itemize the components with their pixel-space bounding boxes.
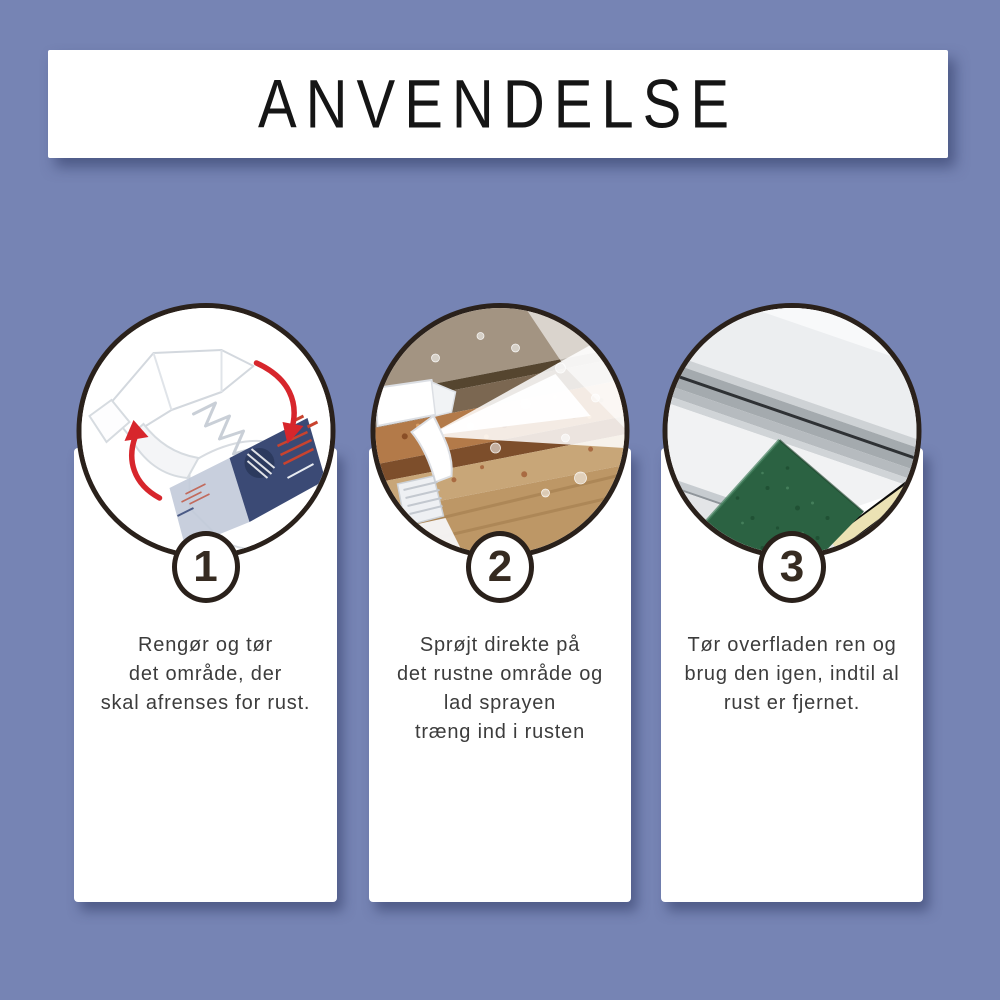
page-title: ANVENDELSE	[257, 65, 739, 143]
step-1-line-3: skal afrenses for rust.	[100, 692, 311, 714]
step-1-description	[65, 631, 346, 718]
step-1-number: 1	[193, 542, 218, 591]
step-1-panel	[74, 303, 337, 902]
spray-on-rust-illustration	[376, 308, 625, 554]
step-2-photo	[371, 303, 630, 559]
step-3-photo	[663, 303, 922, 559]
step-2-panel	[369, 303, 631, 902]
step-1-photo	[76, 303, 335, 559]
step-1-number-badge	[172, 531, 240, 603]
step-2-number-badge	[466, 531, 534, 603]
step-2-line-1: Sprøjt direkte på	[419, 634, 581, 656]
step-3-line-2: brug den igen, indtil al	[684, 663, 900, 685]
step-3-panel	[661, 303, 923, 902]
step-1-line-1: Rengør og tør	[138, 634, 273, 656]
step-3-number-badge	[758, 531, 826, 603]
step-2-line-3: lad sprayen	[443, 692, 557, 714]
step-3-line-3: rust er fjernet.	[723, 692, 861, 714]
step-3-description	[652, 631, 932, 718]
step-1-line-2: det område, der	[128, 663, 283, 685]
step-2-number: 2	[487, 542, 513, 591]
step-2-line-2: det rustne område og	[396, 663, 604, 685]
step-2-description	[360, 631, 640, 747]
step-3-number: 3	[779, 542, 805, 591]
spray-bottle-shake-illustration	[81, 308, 330, 554]
wipe-surface-illustration	[668, 308, 917, 554]
title-banner	[48, 50, 948, 158]
step-3-line-1: Tør overfladen ren og	[687, 634, 897, 656]
step-2-line-4: træng ind i rusten	[414, 721, 586, 743]
